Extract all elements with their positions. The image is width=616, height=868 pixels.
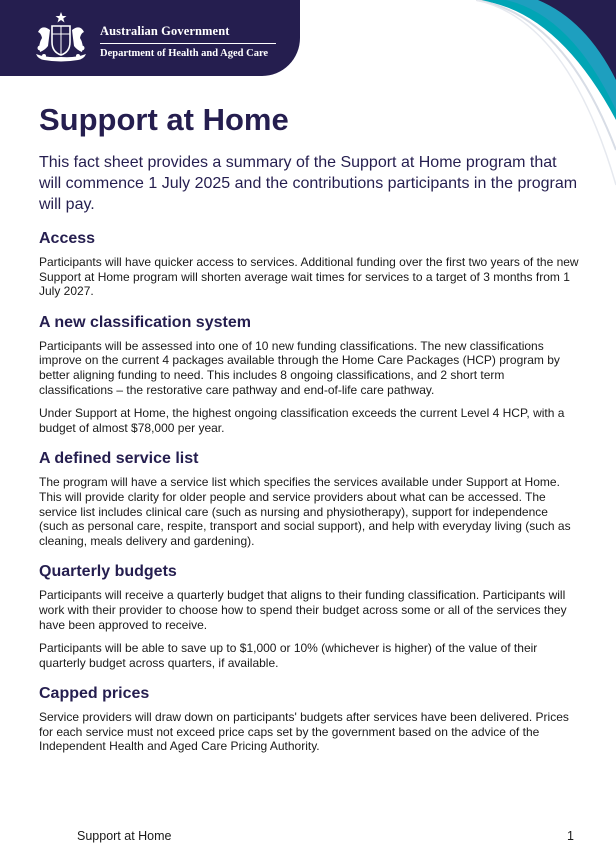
government-header (0, 0, 300, 76)
paragraph: Participants will receive a quarterly budget that aligns to their funding classification. Participants will work with their provider to choose how to spend their budget across some or all of the services they have been approved to receive. (39, 588, 567, 632)
paragraph: Participants will be assessed into one of 10 new funding classifications. The new classifications improve on the current 4 packages available through the Home Care Packages (HCP) program by better aligning funding to need. This includes 8 ongoing classifications, and 2 short term classifications – the restorative care pathway and end-of-life care pathway. (39, 338, 560, 397)
intro-paragraph: This fact sheet provides a summary of the Support at Home program that will commence 1 July 2025 and the contributions participants in the program will pay. (39, 154, 578, 213)
paragraph: The program will have a service list which specifies the services available under Support at Home. This will provide clarity for older people and service providers about what can be accessed. The service list includes clinical care (such as nursing and physiotherapy), support for independence (such as personal care, respite, transport and social support), and help with everyday living (such as cleaning, meals delivery and gardening). (39, 475, 571, 548)
footer-title: Support at Home (77, 829, 172, 843)
government-name: Australian Government (100, 24, 230, 38)
header-divider (100, 43, 276, 44)
section-heading-classification: A new classification system (39, 313, 251, 331)
coat-of-arms-icon (30, 10, 92, 66)
section-heading-quarterly-budgets: Quarterly budgets (39, 563, 177, 581)
document-body (39, 100, 579, 754)
section-heading-access: Access (39, 230, 96, 247)
paragraph: Under Support at Home, the highest ongoing classification exceeds the current Level 4 HCP, with a budget of almost $78,000 per year. (39, 406, 565, 435)
page-number: 1 (567, 829, 574, 843)
paragraph: Participants will have quicker access to services. Additional funding over the first two years of the new Support at Home program will shorten average wait times for services to a target of 3 months from 1 July 2027. (39, 255, 579, 299)
section-heading-service-list: A defined service list (39, 450, 199, 468)
page-title: Support at Home (39, 102, 289, 137)
paragraph: Participants will be able to save up to $1,000 or 10% (whichever is higher) of the value of their quarterly budget across quarters, if available. (39, 641, 538, 670)
paragraph: Service providers will draw down on participants' budgets after services have been delivered. Prices for each service must not exceed price caps set by the government based on the advice of the Independent Health and Aged Care Pricing Authority. (39, 710, 569, 754)
section-heading-capped-prices: Capped prices (39, 685, 150, 703)
department-name: Department of Health and Aged Care (100, 48, 269, 59)
